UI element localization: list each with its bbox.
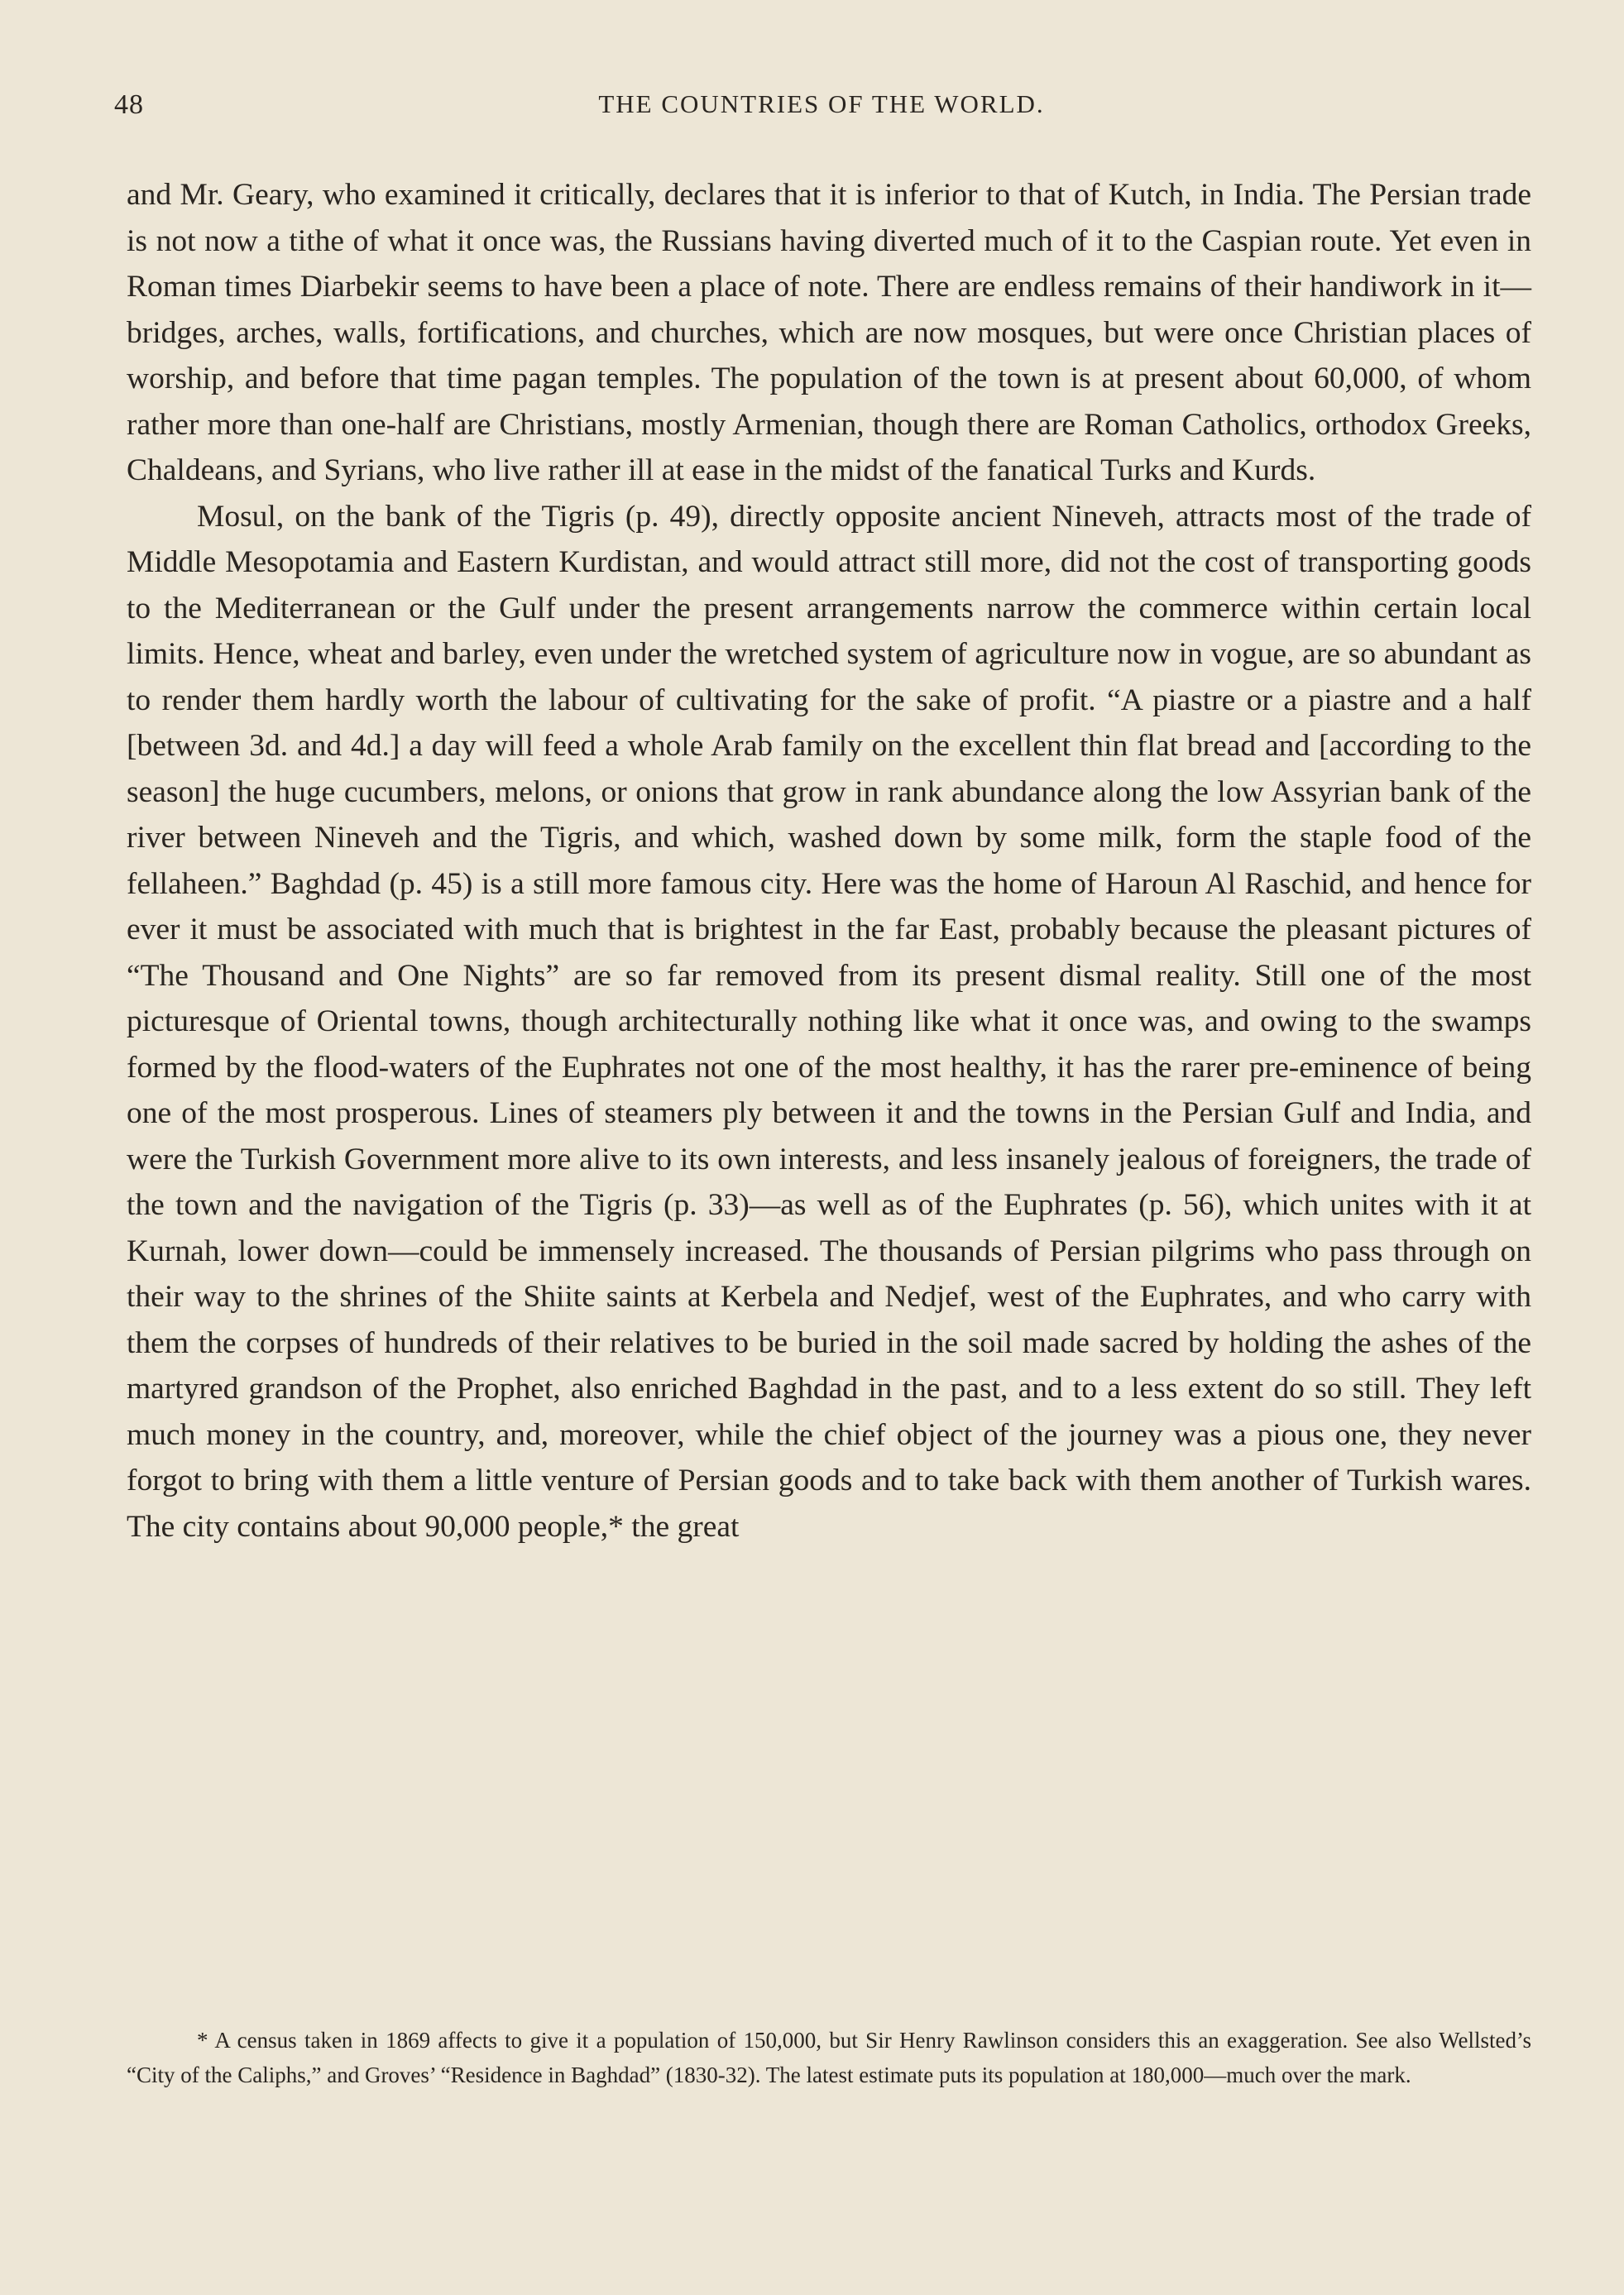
footnote: * A census taken in 1869 affects to give it a population of 150,000, but Sir Henry Rawlinson considers this an exaggeration. See also Wellsted’s “City of the Caliphs,” and Groves’ “Residence in Baghdad” (1830-32). The latest estimate puts its population at 180,000—much over the mark. [127,2028,1531,2087]
page-number: 48 [114,89,144,120]
paragraph-mosul-baghdad: Mosul, on the bank of the Tigris (p. 49), directly opposite ancient Nineveh, attracts most of the trade of Middle Mesopotamia and Eastern Kurdistan, and would attract still more, did not the cost of transporting goods to the Mediterranean or the Gulf under the present arrangements narrow the commerce within certain local limits. Hence, wheat and barley, even under the wretched system of agriculture now in vogue, are so abundant as to render them hardly worth the labour of cultivating for the sake of profit. “A piastre or a piastre and a half [between 3d. and 4d.] a day will feed a whole Arab family on the excellent thin flat bread and [according to the season] the huge cucumbers, melons, or onions that grow in rank abundance along the low Assyrian bank of the river between Nineveh and the Tigris, and which, washed down by some milk, form the staple food of the fellaheen.” Baghdad (p. 45) is a still more famous city. Here was the home of Haroun Al Raschid, and hence for ever it must be associated with much that is brightest in the far East, probably because the pleasant pictures of “The Thousand and One Nights” are so far removed from its present dismal reality. Still one of the most picturesque of Oriental towns, though architecturally nothing like what it once was, and owing to the swamps formed by the flood-waters of the Euphrates not one of the most healthy, it has the rarer pre-eminence of being one of the most prosperous. Lines of steamers ply between it and the towns in the Persian Gulf and India, and were the Turkish Government more alive to its own interests, and less insanely jealous of foreigners, the trade of the town and the navigation of the Tigris (p. 33)—as well as of the Euphrates (p. 56), which unites with it at Kurnah, lower down—could be immensely increased. The thousands of Persian pilgrims who pass through on their way to the shrines of the Shiite saints at Kerbela and Nedjef, west of the Euphrates, and who carry with them the corpses of hundreds of their relatives to be buried in the soil made sacred by holding the ashes of the martyred grandson of the Prophet, also enriched Baghdad in the past, and to a less extent do so still. They left much money in the country, and, moreover, while the chief object of the journey was a pious one, they never forgot to bring with them a little venture of Persian goods and to take back with them another of Turkish wares. The city contains about 90,000 people,* the great [127,499,1531,1544]
running-title: THE COUNTRIES OF THE WORLD. [598,89,1045,118]
paragraph-diarbekir: and Mr. Geary, who examined it critically, declares that it is inferior to that of Kutch, in India. The Persian trade is not now a tithe of what it once was, the Russians having diverted much of it to the Caspian route. Yet even in Roman times Diarbekir seems to have been a place of note. There are endless remains of their handiwork in it—bridges, arches, walls, fortifications, and churches, which are now mosques, but were once Christian places of worship, and before that time pagan temples. The population of the town is at present about 60,000, of whom rather more than one-half are Christians, mostly Armenian, though there are Roman Catholics, orthodox Greeks, Chaldeans, and Syrians, who live rather ill at ease in the midst of the fanatical Turks and Kurds. [127,178,1531,487]
body-text [127,172,1531,1550]
page-header [114,89,1529,126]
